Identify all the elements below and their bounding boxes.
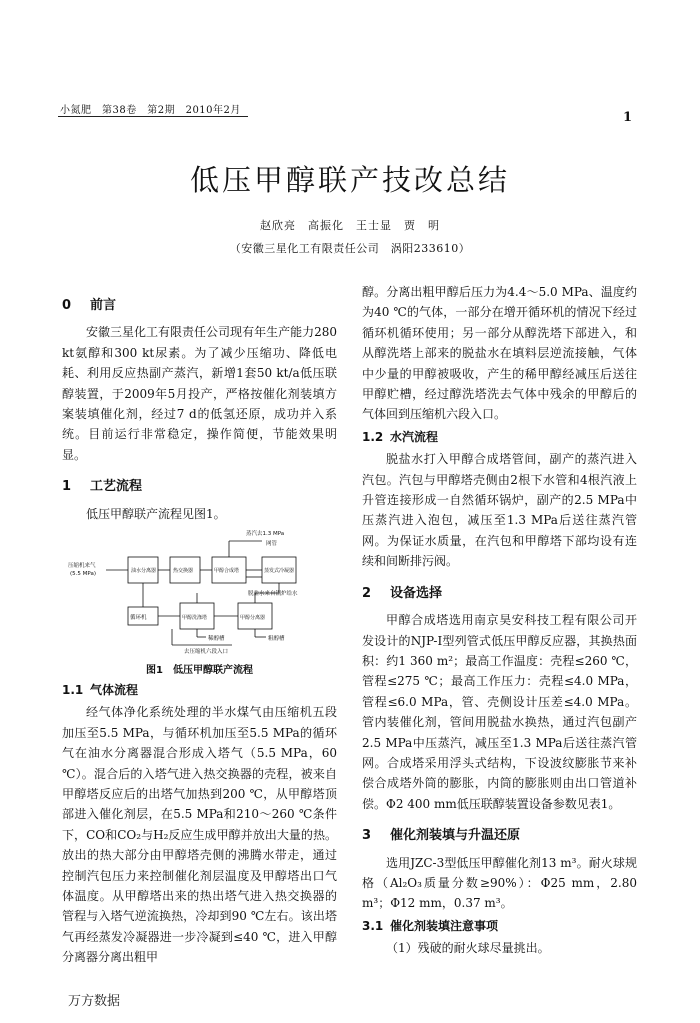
label-washing-tower: 甲醇洗涤塔	[182, 615, 208, 621]
label-crude-tank: 粗醇槽	[268, 636, 285, 642]
subsection-number: 1.1	[62, 683, 84, 697]
subsection-number: 3.1	[362, 918, 384, 933]
section-heading	[62, 296, 337, 316]
right-column	[362, 282, 637, 959]
section-number: 2	[362, 585, 372, 601]
label-inlet-pressure: (5.5 MPa)	[70, 571, 96, 577]
header-rule	[58, 116, 248, 117]
affiliation: （安徽三星化工有限责任公司 涡阳233610）	[229, 242, 471, 255]
process-flow-figure	[66, 527, 338, 657]
label-inlet: 压缩机来气	[68, 563, 96, 569]
paragraph: 低压甲醇联产流程见图1。	[86, 506, 226, 521]
section-title: 设备选择	[390, 585, 443, 601]
paragraph: 醇。分离出粗甲醇后压力为4.4～5.0 MPa、温度约为40 ℃的气体，一部分在增开循环机的情况下经过循环机循环使用；另一部分从醇洗塔下部进入，和从醇洗塔上部来的脱盐水在填料层逆流接触，气体中少量的甲醇被吸收，产生的稀甲醇经减压后送往甲醇贮槽，经过醇洗塔洗去气体中残余的甲醇后的气体回到压缩机六段入口。	[362, 285, 637, 422]
section-heading	[362, 584, 637, 604]
label-dilute-tank: 稀醇槽	[208, 636, 225, 642]
label-methanol-tower: 甲醇合成塔	[214, 568, 240, 574]
subsection-heading	[362, 916, 637, 936]
section-number: 0	[62, 298, 72, 313]
section-heading	[362, 826, 637, 846]
label-boiler-water: 脱盐水来自锅炉给水	[248, 591, 298, 597]
label-steam-out2: 网管	[266, 541, 278, 547]
label-oil-water: 油水分离器	[131, 568, 157, 574]
paragraph: 甲醇合成塔选用南京昊安科技工程有限公司开发设计的NJP-I型列管式低压甲醇反应器，其换热面积：约1 360 m²；最高工作温度：壳程≤260 ℃，管程≤275 ℃；最高工作压力：壳程≤4.0 MPa，管程≤6.0 MPa，管、壳侧设计压差≤4.0 MPa。管内装催化剂，管间用脱盐水换热，通过汽包副产2.5 MPa中压蒸汽，减压至1.3 MPa后送往蒸汽管网。合成塔采用浮头式结构，下设波纹膨胀节来补偿合成塔外筒的膨胀，内筒的膨胀则由出口管道补偿。Φ2 400 mm低压联醇装置设备参数见表1。	[362, 613, 637, 811]
label-separator: 甲醇分离器	[240, 615, 266, 621]
watermark: 万方数据	[68, 994, 121, 1009]
section-title: 催化剂装填与升温还原	[390, 828, 521, 844]
section-number: 1	[62, 479, 72, 495]
paragraph: （1）残破的耐火球尽量挑出。	[386, 941, 550, 956]
section-number: 3	[362, 828, 372, 844]
left-column-lower	[62, 678, 337, 968]
paragraph: 选用JZC-3型低压甲醇催化剂13 m³。耐火球规格（Al₂O₃质量分数≥90%）：Φ25 mm，2.80 m³；Φ12 mm，0.37 m³。	[362, 855, 637, 911]
subsection-title: 水汽流程	[390, 429, 439, 444]
journal-header: 小氮肥 第38卷 第2期 2010年2月	[60, 105, 241, 116]
figure-caption: 图1 低压甲醇联产流程	[146, 665, 253, 676]
label-evap-condenser: 蒸发式冷凝器	[264, 568, 295, 574]
label-steam-out: 蒸汽去1.3 MPa	[246, 531, 285, 537]
article-title: 低压甲醇联产技改总结	[189, 163, 510, 197]
flow-diagram	[66, 527, 338, 657]
label-circulator: 循环机	[130, 615, 147, 621]
section-title: 前言	[90, 298, 117, 313]
subsection-title: 催化剂装填注意事项	[390, 918, 499, 933]
authors: 赵欣亮 高振化 王士显 贾 明	[260, 219, 440, 232]
section-title: 工艺流程	[90, 479, 143, 495]
paragraph: 脱盐水打入甲醇合成塔管间，副产的蒸汽进入汽包。汽包与甲醇塔壳侧由2根下水管和4根汽液上升管连接形成一自然循环锅炉，副产的2.5 MPa中压蒸汽进入泡包，减压至1.3 MPa后送往蒸汽管网。为保证水质量，在汽包和甲醇塔下部均设有连续和间断排污阀。	[362, 452, 637, 569]
left-column	[62, 288, 337, 524]
label-heat-exchanger: 热交换器	[173, 568, 194, 574]
page-number: 1	[623, 110, 633, 125]
subsection-number: 1.2	[362, 429, 384, 444]
subsection-heading	[362, 427, 637, 447]
section-heading	[62, 477, 337, 497]
paragraph: 安徽三星化工有限责任公司现有年生产能力280 kt氨醇和300 kt尿素。为了减少压缩功、降低电耗、利用反应热副产蒸汽，新增1套50 kt/a低压联醇装置，于2009年5月投产，严格按催化剂装填方案装填催化剂，经过7 d的低氢还原，成功并入系统。目前运行非常稳定，操作简便，节能效果明显。	[62, 325, 337, 462]
label-to-compressor: 去压缩机六段入口	[184, 649, 229, 655]
paragraph: 经气体净化系统处理的半水煤气由压缩机五段加压至5.5 MPa，与循环机加压至5.5 MPa的循环气在油水分离器混合形成入塔气（5.5 MPa，60 ℃）。混合后的入塔气进入热交换器的壳程，被来自甲醇塔反应后的出塔气加热到200 ℃，从甲醇塔顶部进入催化剂层，在5.5 MPa和210～260 ℃条件下，CO和CO₂与H₂反应生成甲醇并放出大量的热。放出的热大部分由甲醇塔壳侧的沸腾水带走，通过控制汽包压力来控制催化剂层温度及甲醇塔出口气体温度。从甲醇塔出来的热出塔气进入热交换器的管程与入塔气逆流换热，冷却到90 ℃左右。该出塔气再经蒸发冷凝器进一步冷凝到≤40 ℃，进入甲醇分离器分离出粗甲	[62, 705, 337, 965]
subsection-heading	[62, 680, 337, 700]
subsection-title: 气体流程	[90, 683, 139, 697]
